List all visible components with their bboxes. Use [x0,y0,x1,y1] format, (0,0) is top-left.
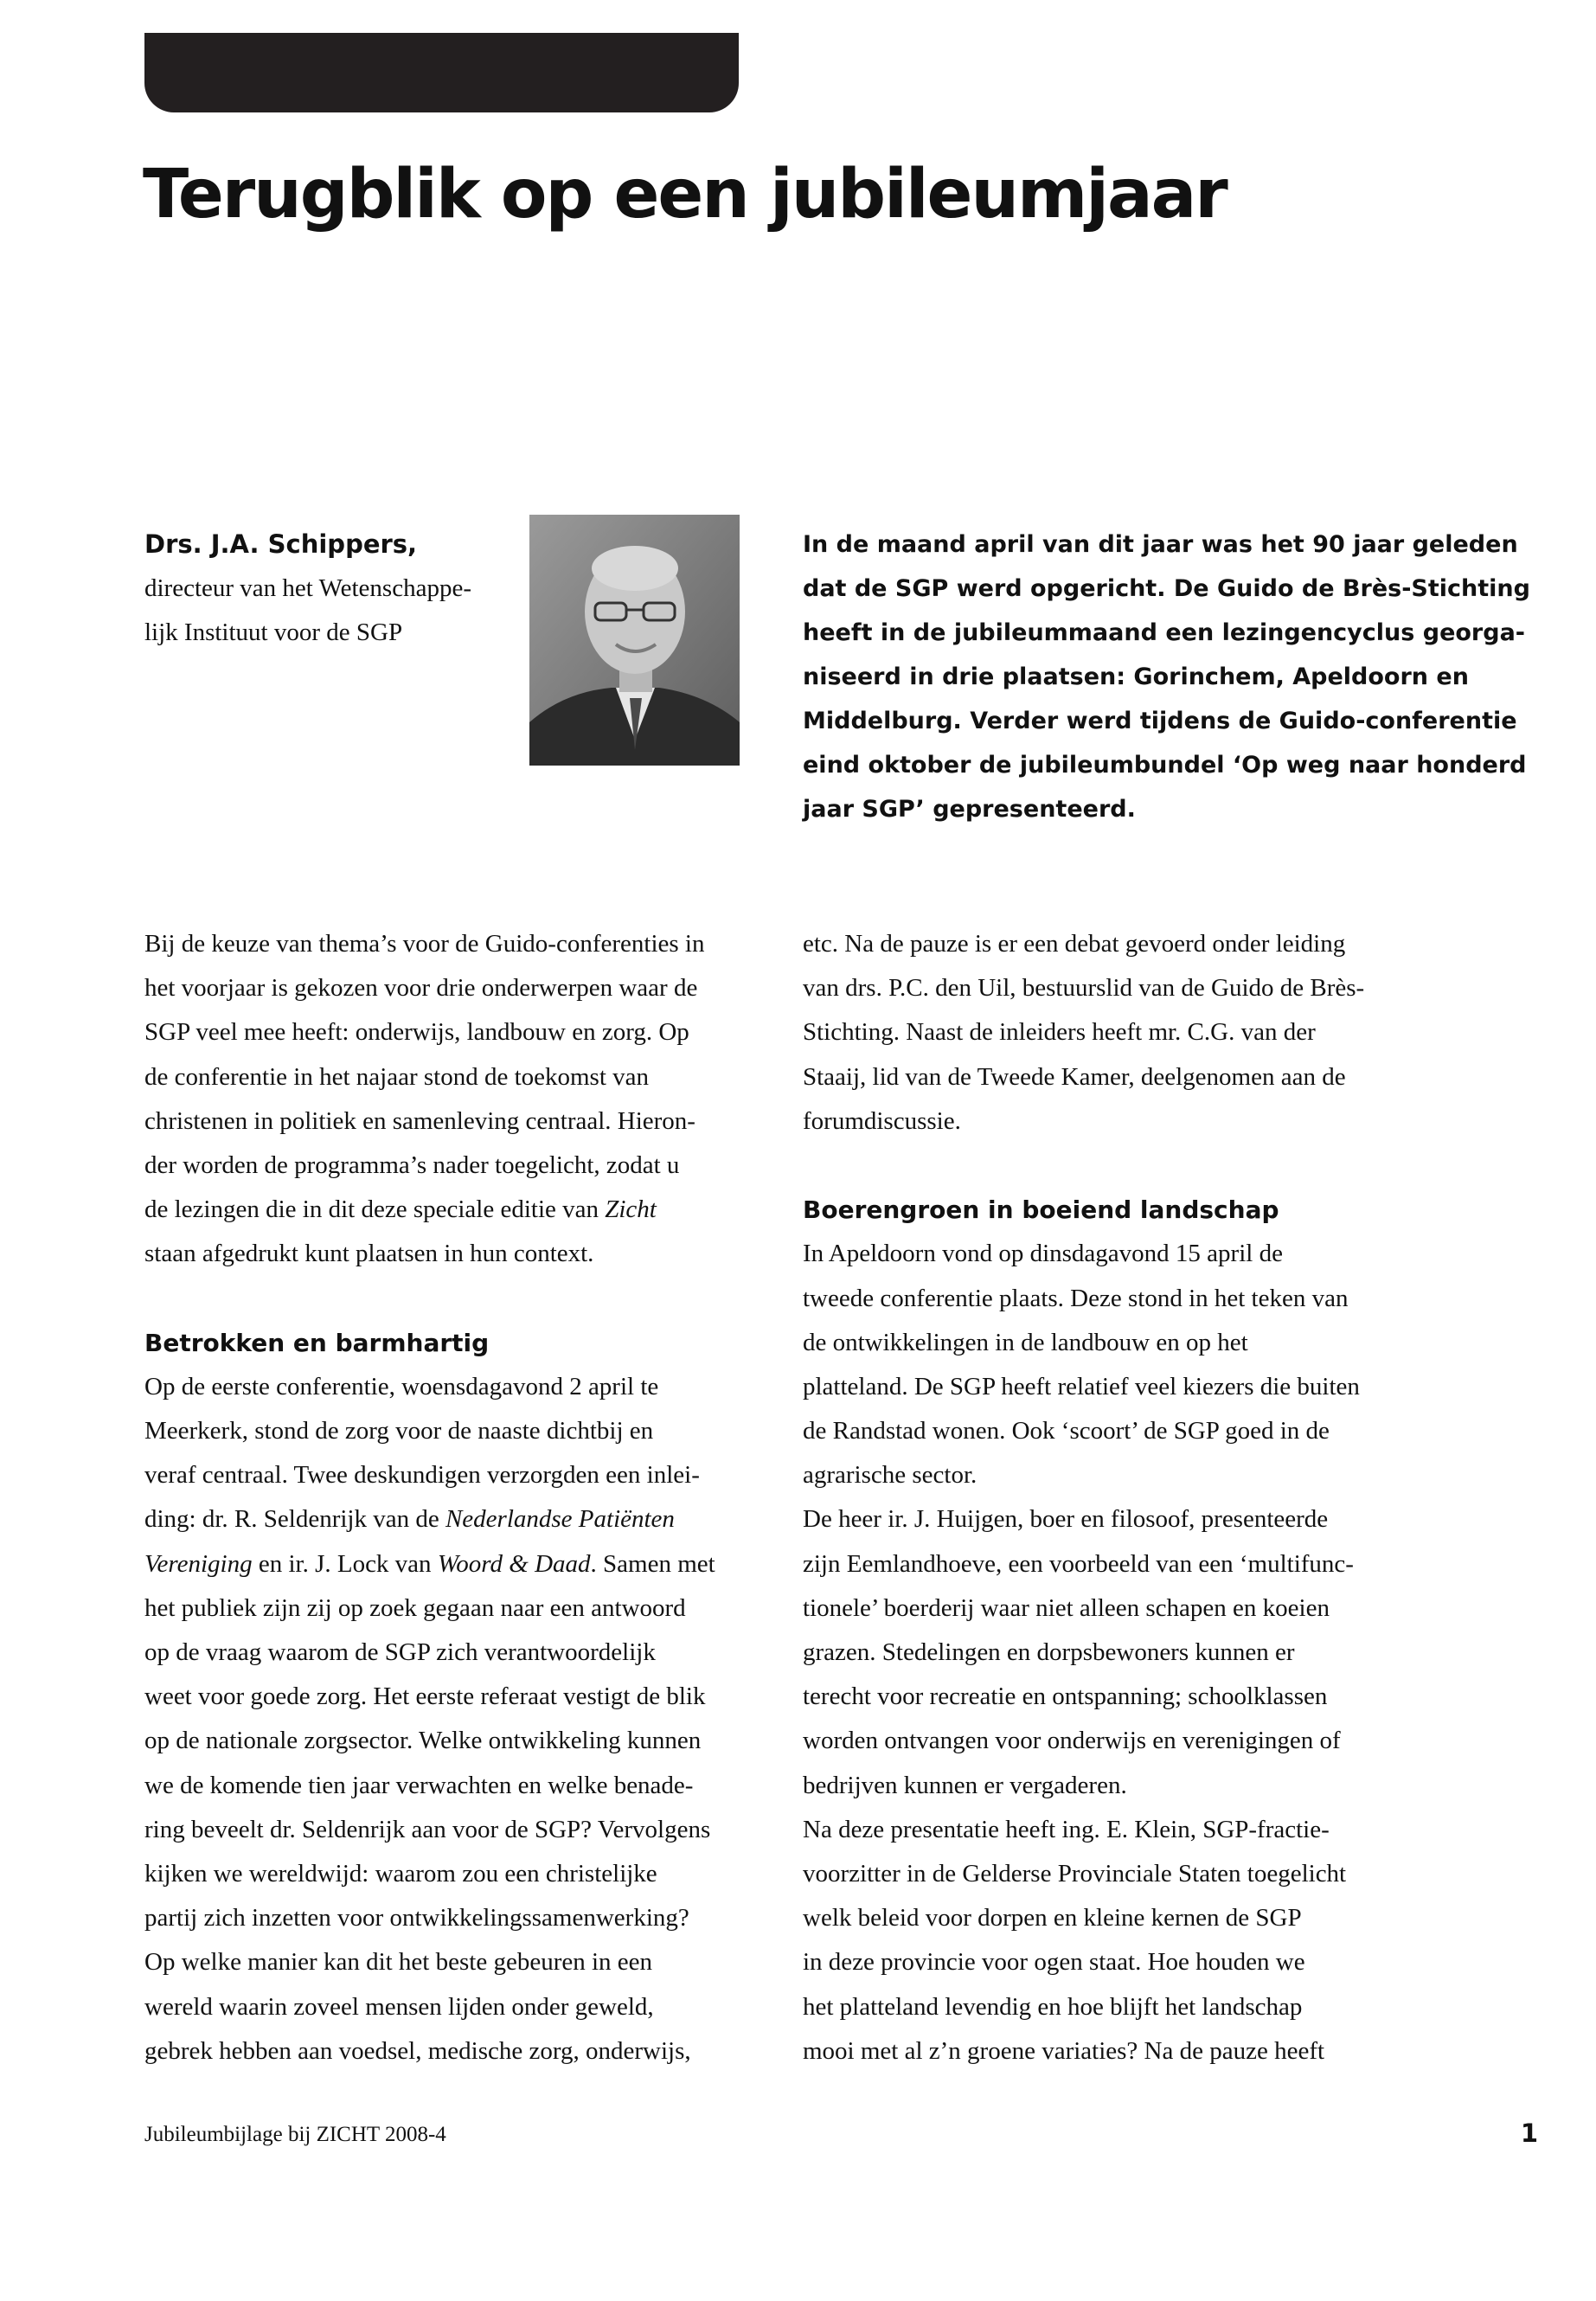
body-line: in deze provincie voor ogen staat. Hoe houden we [803,1948,1305,1977]
body-text: . Samen met [590,1549,715,1578]
body-line: forumdiscussie. [803,1106,961,1135]
author-name: Drs. J.A. Schippers, [144,529,418,559]
body-line: het voorjaar is gekozen voor drie onderwerpen waar de [144,974,698,1003]
author-role [144,567,516,655]
body-line: der worden de programma’s nader toegelicht, zodat u [144,1150,680,1179]
paragraph-gap [803,1144,1477,1188]
body-line: gebrek hebben aan voedsel, medische zorg, onderwijs, [144,2036,691,2065]
body-line: veraf centraal. Twee deskundigen verzorgden een inlei- [144,1461,700,1490]
organization-name: Woord & Daad [437,1549,591,1578]
body-line: wereld waarin zoveel mensen lijden onder geweld, [144,1992,654,2021]
body-line [144,1542,819,1586]
author-portrait-image [529,515,740,766]
body-line: terecht voor recreatie en ontspanning; schoolklassen [803,1682,1328,1711]
paragraph-gap [144,1277,819,1321]
body-line: Staaij, lid van de Tweede Kamer, deelgenomen aan de [803,1062,1346,1091]
body-line: platteland. De SGP heeft relatief veel kiezers die buiten [803,1372,1360,1400]
body-line: staan afgedrukt kunt plaatsen in hun context. [144,1240,594,1268]
body-line [144,1188,819,1232]
body-line: kijken we wereldwijd: waarom zou een christelijke [144,1859,657,1888]
body-line: Bij de keuze van thema’s voor de Guido-conferenties in [144,930,705,958]
body-line: SGP veel mee heeft: onderwijs, landbouw en zorg. Op [144,1018,689,1047]
body-line: In Apeldoorn vond op dinsdagavond 15 april de [803,1240,1283,1268]
body-line: de ontwikkelingen in de landbouw en op het [803,1328,1248,1356]
intro-line: In de maand april van dit jaar was het 90 jaar geleden [803,531,1518,558]
body-line: het publiek zijn zij op zoek gegaan naar een antwoord [144,1593,686,1622]
organization-name: Nederlandse Patiënten [445,1505,675,1534]
body-text: ding: dr. R. Seldenrijk van de [144,1505,445,1534]
body-line: etc. Na de pauze is er een debat gevoerd onder leiding [803,930,1346,958]
body-line: partij zich inzetten voor ontwikkelingssamenwerking? [144,1904,689,1932]
body-line: voorzitter in de Gelderse Provinciale Staten toegelicht [803,1859,1347,1888]
intro-line: dat de SGP werd opgericht. De Guido de Brès-Stichting [803,575,1530,602]
author-photo [529,515,740,766]
footer-publication: Jubileumbijlage bij ZICHT 2008-4 [144,2123,446,2146]
body-line: de Randstad wonen. Ook ‘scoort’ de SGP goed in de [803,1417,1330,1445]
body-line: de conferentie in het najaar stond de toekomst van [144,1062,650,1091]
author-role-line: directeur van het Wetenschappe- [144,574,471,602]
page-title: Terugblik op een jubileumjaar [143,156,1227,234]
body-line: op de vraag waarom de SGP zich verantwoordelijk [144,1638,656,1666]
body-line: op de nationale zorgsector. Welke ontwikkeling kunnen [144,1727,702,1755]
body-line: welk beleid voor dorpen en kleine kernen de SGP [803,1904,1302,1932]
intro-lead-text [803,522,1538,831]
body-line: zijn Eemlandhoeve, een voorbeeld van een ‘multifunc- [803,1549,1354,1578]
body-line [144,1497,819,1541]
body-line: van drs. P.C. den Uil, bestuurslid van de Guido de Brès- [803,974,1365,1003]
body-line: het platteland levendig en hoe blijft het landschap [803,1992,1303,2021]
header-tab-bar [144,33,739,112]
body-line: grazen. Stedelingen en dorpsbewoners kunnen er [803,1638,1295,1666]
publication-title: Zicht [605,1195,657,1224]
body-line: tweede conferentie plaats. Deze stond in het teken van [803,1284,1349,1312]
body-line: De heer ir. J. Huijgen, boer en filosoof, presenteerde [803,1505,1329,1534]
body-line: Meerkerk, stond de zorg voor de naaste dichtbij en [144,1417,654,1445]
body-text: en ir. J. Lock van [252,1549,438,1578]
body-line: Op de eerste conferentie, woensdagavond 2 april te [144,1372,659,1400]
body-line: we de komende tien jaar verwachten en welke benade- [144,1771,694,1799]
intro-line: eind oktober de jubileumbundel ‘Op weg naar honderd [803,752,1527,779]
body-line: Stichting. Naast de inleiders heeft mr. C.G. van der [803,1018,1316,1047]
intro-line: heeft in de jubileummaand een lezingencyclus georga- [803,619,1525,646]
body-line: tionele’ boerderij waar niet alleen schapen en koeien [803,1593,1330,1622]
intro-line: Middelburg. Verder werd tijdens de Guido-conferentie [803,708,1517,734]
body-line: ring beveelt dr. Seldenrijk aan voor de SGP? Vervolgens [144,1815,711,1843]
body-line: worden ontvangen voor onderwijs en verenigingen of [803,1727,1341,1755]
body-line: weet voor goede zorg. Het eerste referaat vestigt de blik [144,1682,706,1711]
body-column-left [144,922,819,2073]
body-line: mooi met al z’n groene variaties? Na de pauze heeft [803,2036,1325,2065]
intro-line: niseerd in drie plaatsen: Gorinchem, Apeldoorn en [803,663,1469,690]
body-line: Op welke manier kan dit het beste gebeuren in een [144,1948,653,1977]
body-line: christenen in politiek en samenleving centraal. Hieron- [144,1106,695,1135]
organization-name: Vereniging [144,1549,253,1578]
body-line: agrarische sector. [803,1461,977,1490]
section-heading: Boerengroen in boeiend landschap [803,1195,1279,1225]
body-line: Na deze presentatie heeft ing. E. Klein, SGP-fractie- [803,1815,1330,1843]
body-column-right [803,922,1477,2073]
author-block [144,522,516,655]
body-text: de lezingen die in dit deze speciale editie van [144,1195,606,1224]
body-line: bedrijven kunnen er vergaderen. [803,1771,1127,1799]
page-number: 1 [1520,2118,1538,2148]
author-role-line: lijk Instituut voor de SGP [144,619,403,646]
section-heading: Betrokken en barmhartig [144,1328,490,1357]
intro-line: jaar SGP’ gepresenteerd. [803,796,1136,823]
